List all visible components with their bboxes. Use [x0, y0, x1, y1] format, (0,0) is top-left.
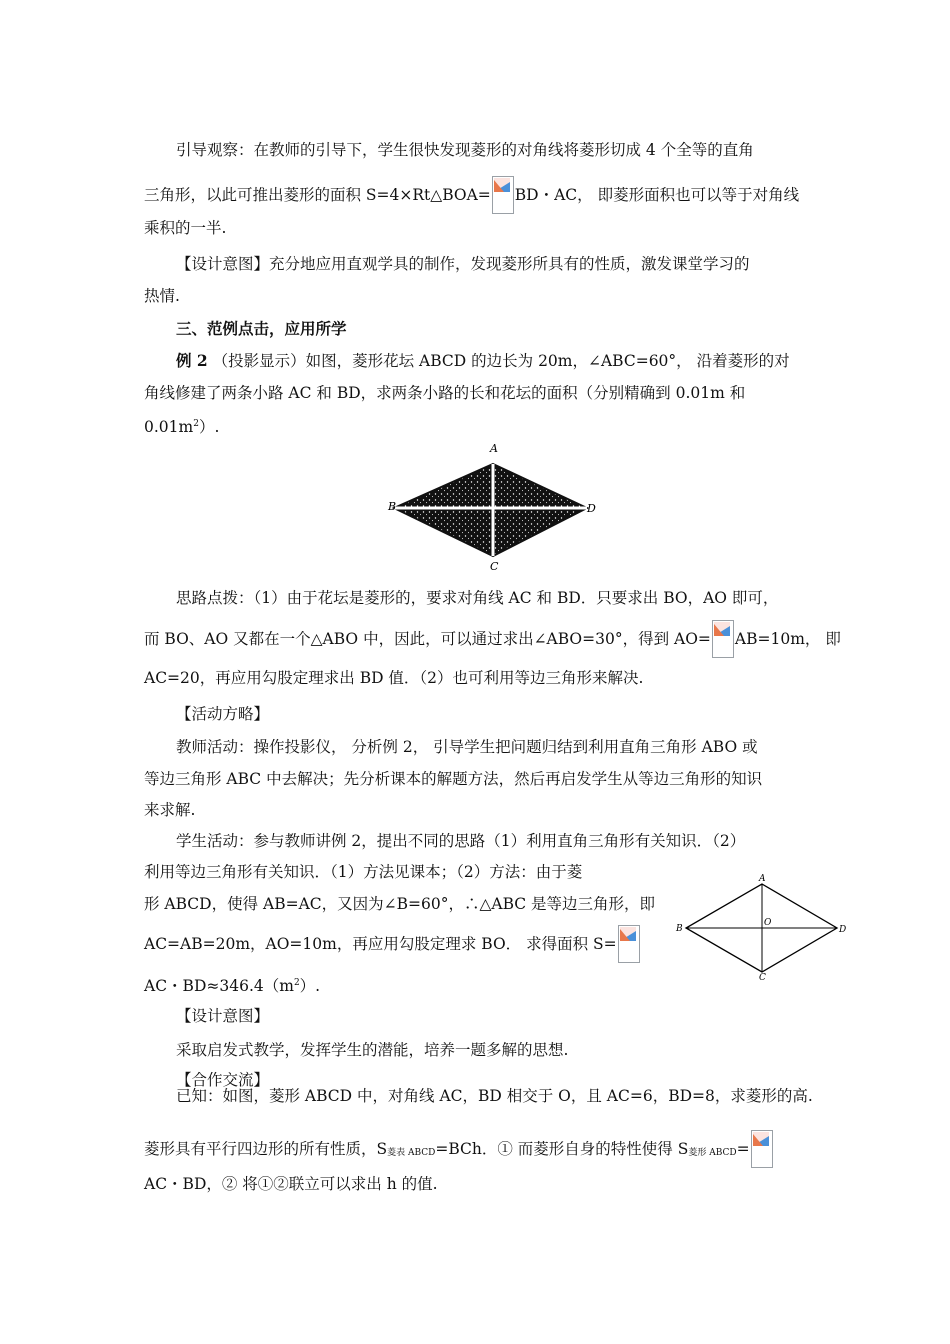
strategy-heading: 【活动方略】	[176, 705, 270, 723]
text-run: ）.	[198, 418, 220, 436]
paragraph-line: AC=20，再应用勾股定理求出 BD 值．（2）也可利用等边三角形来解决.	[144, 669, 644, 687]
paragraph-line	[144, 925, 641, 963]
text-run: AC・BD≈346.4（m	[144, 977, 294, 995]
text-run: 0.01m	[144, 418, 194, 436]
vertex-label-c: C	[490, 560, 499, 572]
vertex-label-b: B	[676, 924, 683, 934]
paragraph-line	[144, 972, 320, 997]
paragraph-line: 来求解.	[144, 801, 196, 819]
rhombus-diagram-figure	[672, 872, 852, 982]
fraction-image-placeholder	[492, 176, 514, 214]
design-intent-heading: 【设计意图】	[176, 255, 270, 273]
text-run: 三角形，以此可推出菱形的面积 S=4×Rt△BOA=	[144, 186, 491, 204]
text-run: ）.	[299, 977, 321, 995]
vertex-label-b: B	[388, 500, 397, 513]
text-run: AB=10m， 即	[734, 630, 841, 648]
paragraph-line	[144, 176, 799, 214]
fraction-image-placeholder	[618, 925, 640, 963]
superscript: 2	[293, 978, 300, 988]
text-run: =	[736, 1140, 750, 1158]
paragraph-line: 已知：如图，菱形 ABCD 中，对角线 AC，BD 相交于 O，且 AC=6，BD=8，求菱形的高.	[176, 1087, 813, 1105]
cooperation-heading: 【合作交流】	[176, 1071, 270, 1089]
paragraph-line: 思路点拨：（1）由于花坛是菱形的，要求对角线 AC 和 BD．只要求出 BO，AO 即可，	[176, 589, 779, 607]
paragraph-line: 采取启发式教学，发挥学生的潜能，培养一题多解的思想.	[176, 1041, 569, 1059]
vertex-label-a: A	[490, 442, 498, 455]
paragraph-line: 热情.	[144, 287, 180, 305]
paragraph-line	[144, 620, 841, 658]
paragraph-line	[176, 350, 790, 372]
vertex-label-c: C	[759, 973, 766, 982]
paragraph-line: 乘积的一半.	[144, 219, 227, 237]
paragraph-line: 引导观察：在教师的引导下，学生很快发现菱形的对角线将菱形切成 4 个全等的直角	[176, 141, 754, 159]
text-run: BD・AC， 即菱形面积也可以等于对角线	[514, 186, 800, 204]
section-title: 三、范例点击，应用所学	[176, 319, 347, 338]
text-run: AC=AB=20m，AO=10m，再应用勾股定理求 BO． 求得面积 S=	[144, 935, 617, 953]
vertex-label-a: A	[759, 874, 766, 884]
subscript: 菱表 ABCD	[387, 1148, 436, 1158]
rhombus-flowerbed-figure	[380, 438, 600, 572]
superscript: 2	[193, 419, 199, 429]
paragraph-line: AC・BD，② 将①②联立可以求出 h 的值.	[144, 1175, 438, 1193]
example-label: 例 2	[176, 351, 208, 370]
broken-image-icon	[714, 622, 730, 636]
paragraph-line	[144, 413, 219, 438]
design-intent-heading: 【设计意图】	[176, 1007, 270, 1025]
paragraph-line	[176, 253, 750, 275]
fraction-image-placeholder	[751, 1130, 773, 1168]
subscript: 菱形 ABCD	[688, 1148, 737, 1158]
broken-image-icon	[753, 1132, 769, 1146]
fraction-image-placeholder	[712, 620, 734, 658]
broken-image-icon	[494, 178, 510, 192]
paragraph-line: 学生活动：参与教师讲例 2，提出不同的思路（1）利用直角三角形有关知识．（2）	[176, 832, 746, 850]
vertex-label-d: D	[839, 925, 847, 935]
text-run: （投影显示）如图，菱形花坛 ABCD 的边长为 20m，∠ABC=60°， 沿着菱形的对	[212, 352, 790, 370]
rhombus-shape	[394, 464, 587, 556]
text-run: 而 BO、AO 又都在一个△ABO 中，因此，可以通过求出∠ABO=30°，得到 AO=	[144, 630, 711, 648]
paragraph-line: 等边三角形 ABC 中去解决；先分析课本的解题方法，然后再启发学生从等边三角形的知识	[144, 770, 763, 788]
paragraph-line: 教师活动：操作投影仪， 分析例 2， 引导学生把问题归结到利用直角三角形 ABO 或	[176, 738, 758, 756]
text-run: =BCh．① 而菱形自身的特性使得 S	[435, 1140, 689, 1158]
vertex-label-d: D	[587, 502, 596, 515]
paragraph-line: 角线修建了两条小路 AC 和 BD，求两条小路的长和花坛的面积（分别精确到 0.01m 和	[144, 384, 746, 402]
text-run: 菱形具有平行四边形的所有性质，S	[144, 1140, 388, 1158]
paragraph-line: 形 ABCD，使得 AB=AC，又因为∠B=60°，∴△ABC 是等边三角形，即	[144, 895, 656, 913]
text-run: 充分地应用直观学具的制作，发现菱形所具有的性质，激发课堂学习的	[269, 255, 750, 273]
paragraph-line: 利用等边三角形有关知识．（1）方法见课本；（2）方法：由于菱	[144, 863, 583, 881]
broken-image-icon	[620, 927, 636, 941]
center-label-o: O	[764, 918, 772, 928]
paragraph-line	[144, 1130, 774, 1168]
